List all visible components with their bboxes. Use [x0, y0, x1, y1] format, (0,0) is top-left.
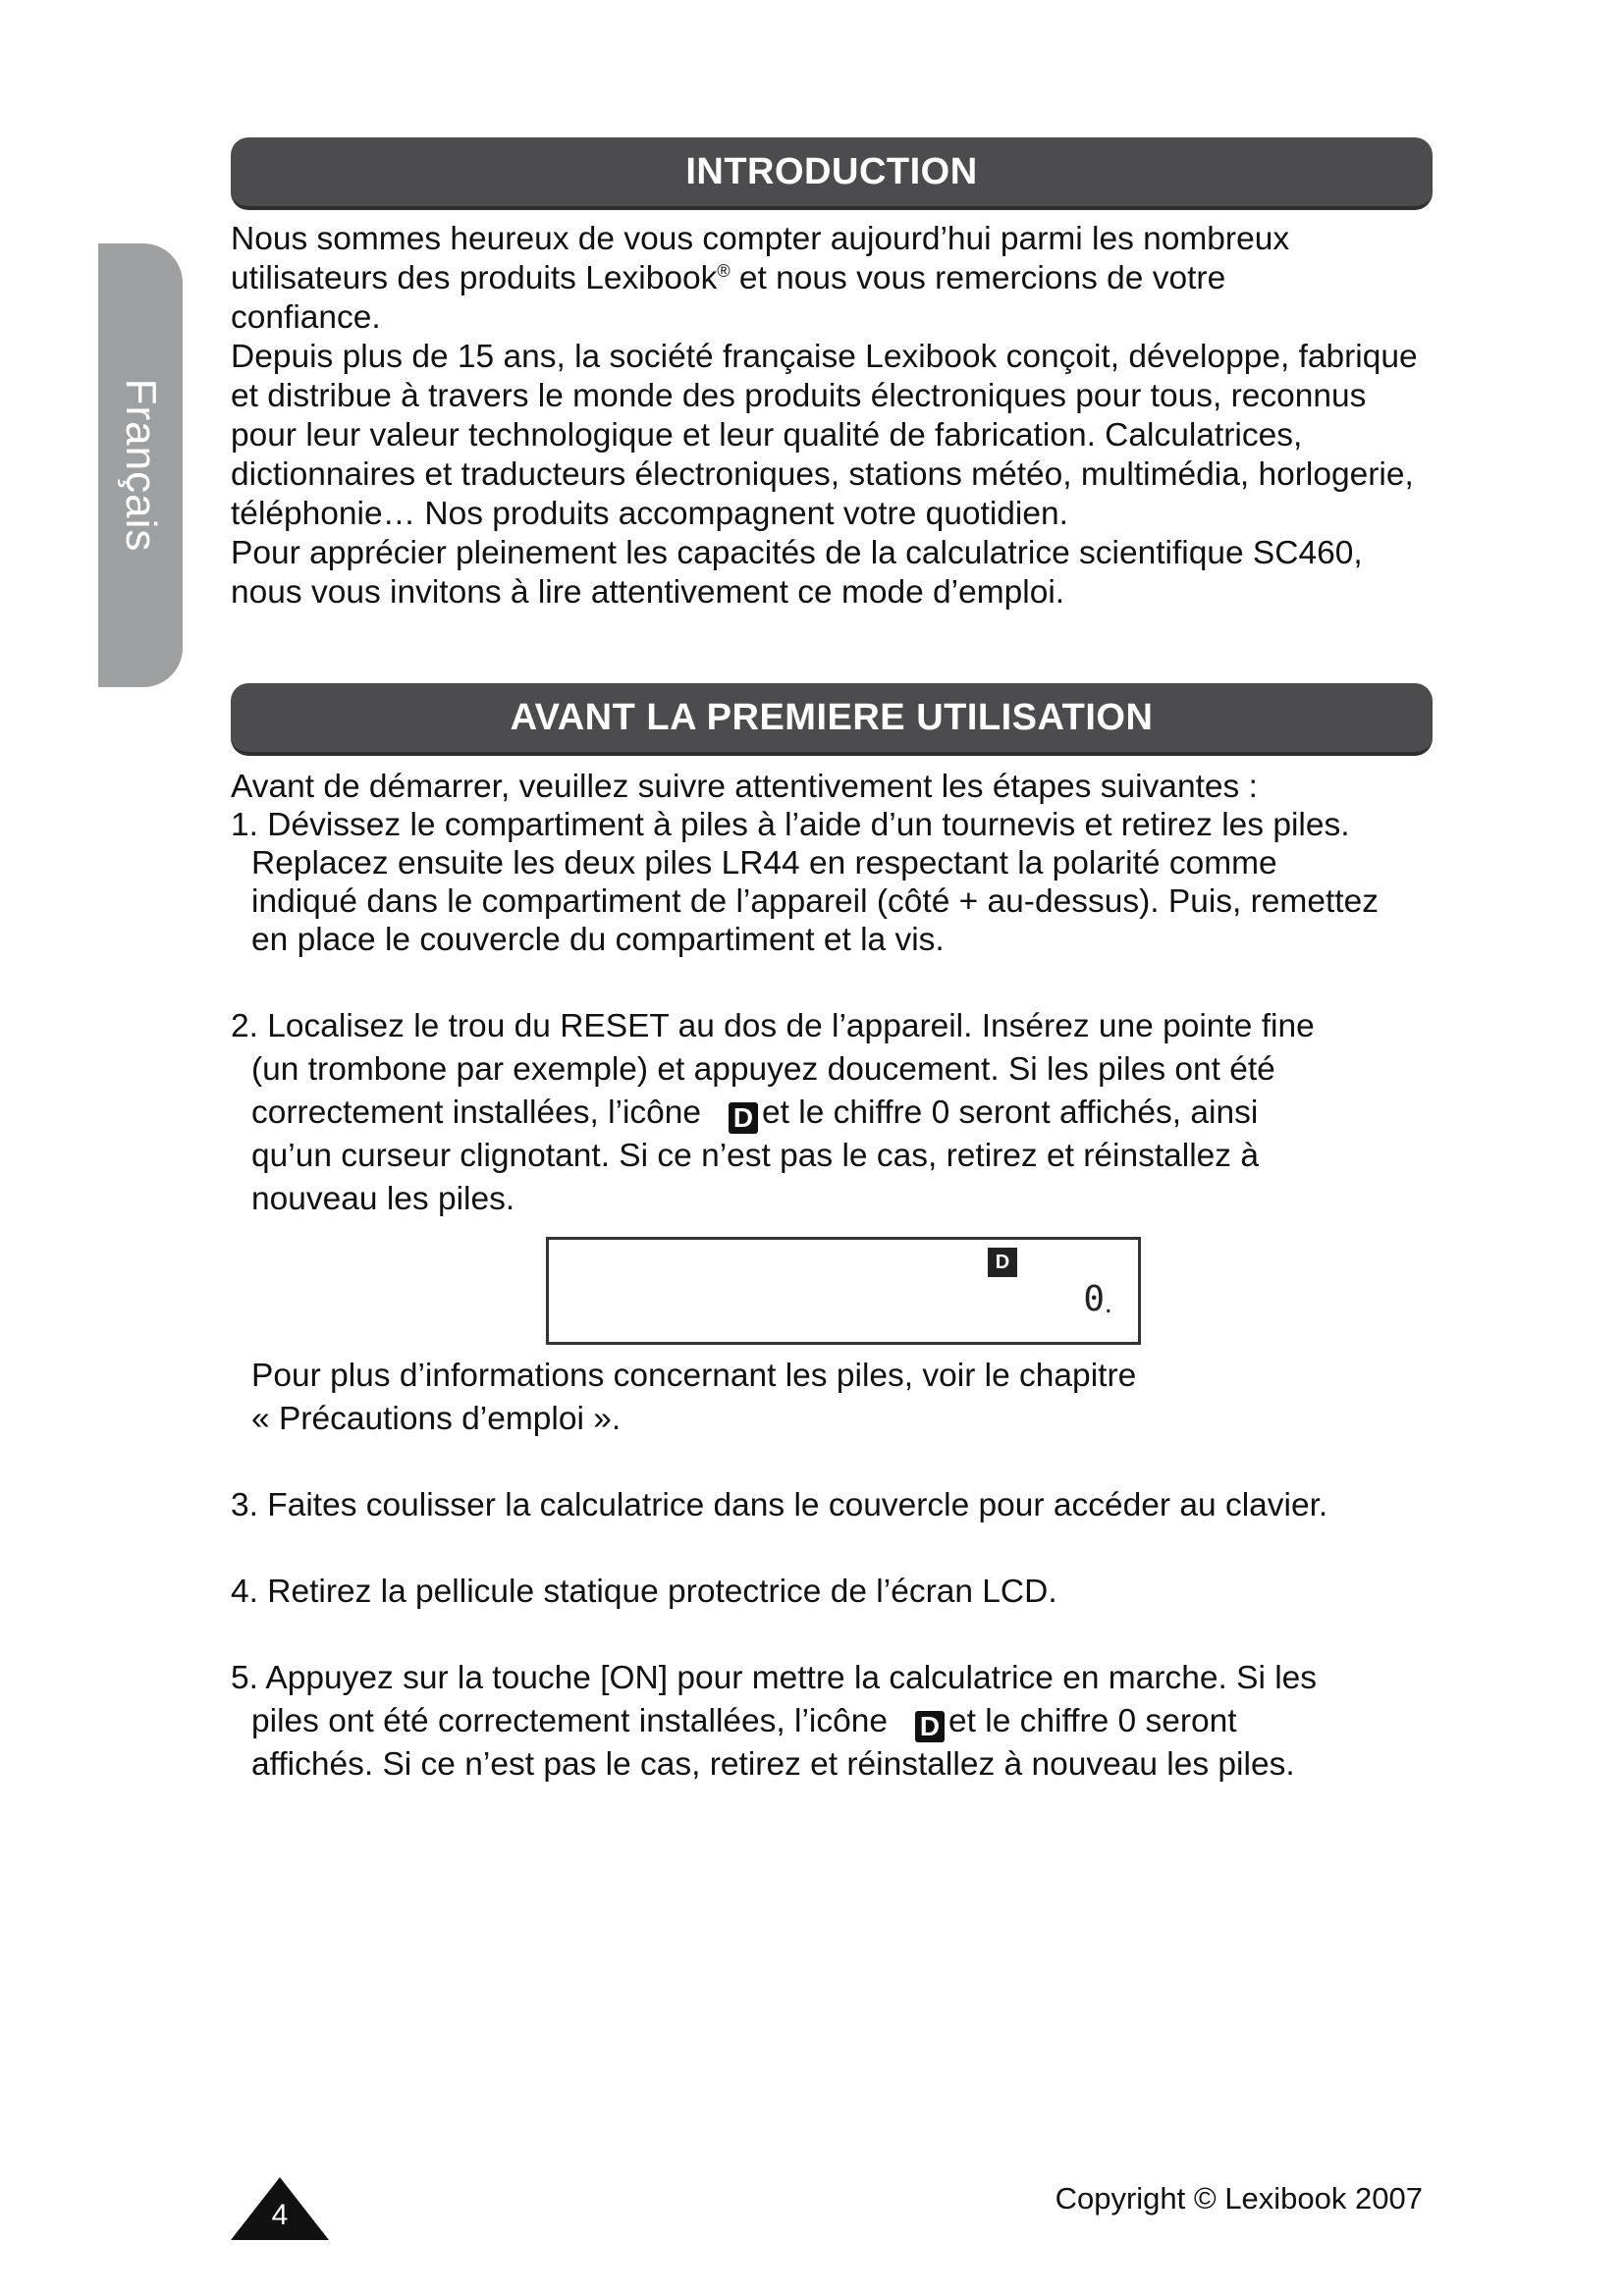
step-1-first-line: 1. Dévissez le compartiment à piles à l’aide d’un tournevis et retirez les piles. [231, 807, 1350, 843]
intro-line-2a: utilisateurs des produits Lexibook [231, 260, 718, 296]
lcd-decimal-point: . [1104, 1287, 1112, 1319]
degree-mode-icon: D [915, 1711, 945, 1742]
step-2-line-5: nouveau les piles. [251, 1181, 515, 1217]
step-4-text: 4. Retirez la pellicule statique protectrice de l’écran LCD. [231, 1574, 1057, 1610]
language-tab-label: Français [117, 378, 165, 553]
lcd-value: 0 [1083, 1279, 1105, 1319]
step-5-block [231, 1657, 1448, 1787]
steps-block-1 [231, 768, 1448, 959]
note-line-2: « Précautions d’emploi ». [251, 1401, 622, 1437]
intro-line-3: confiance. [231, 299, 381, 336]
intro-line-1: Nous sommes heureux de vous compter aujourd’hui parmi les nombreux [231, 221, 1290, 257]
copyright-notice: Copyright © Lexibook 2007 [1055, 2181, 1423, 2216]
intro-line-2b: et nous vous remercions de votre [730, 260, 1226, 296]
battery-note [231, 1355, 1448, 1441]
steps-intro-line: Avant de démarrer, veuillez suivre attentivement les étapes suivantes : [231, 769, 1258, 805]
introduction-text [231, 220, 1438, 613]
degree-mode-icon: D [729, 1102, 758, 1134]
intro-paragraph-2: Depuis plus de 15 ans, la société française Lexibook conçoit, développe, fabrique et distribue à travers le monde des produits électroniques pour tous, reconnus pour leur valeur technologique et leur qualité de fabrication. Calculatrices, dictionnaires et traducteurs électroniques, stations météo, multimédia, horlogerie, téléphonie… Nos produits accompagnent votre quotidien. [231, 339, 1418, 532]
language-side-tab [98, 243, 183, 687]
introduction-heading: INTRODUCTION [231, 137, 1433, 210]
step-5-first-line: 5. Appuyez sur la touche [ON] pour mettre la calculatrice en marche. Si les [231, 1660, 1318, 1696]
registered-mark: ® [717, 260, 731, 281]
step-3 [231, 1484, 1448, 1527]
step-2-line-3a: correctement installées, l’icône [251, 1095, 702, 1131]
note-line-1: Pour plus d’informations concernant les piles, voir le chapitre [251, 1358, 1137, 1394]
step-2-line-2: (un trombone par exemple) et appuyez doucement. Si les piles ont été [251, 1051, 1275, 1088]
step-5-line-2a: piles ont été correctement installées, l’icône [251, 1703, 888, 1739]
step-5-line-3: affichés. Si ce n’est pas le cas, retirez et réinstallez à nouveau les piles. [251, 1746, 1295, 1783]
page-number: 4 [271, 2199, 289, 2231]
lcd-display-illustration [546, 1237, 1141, 1345]
step-4 [231, 1571, 1448, 1614]
avant-premiere-utilisation-heading: AVANT LA PREMIERE UTILISATION [231, 683, 1433, 756]
step-2-first-line: 2. Localisez le trou du RESET au dos de l’appareil. Insérez une pointe fine [231, 1008, 1315, 1044]
step-2-line-4: qu’un curseur clignotant. Si ce n’est pas le cas, retirez et réinstallez à [251, 1138, 1259, 1174]
step-2-line-3b: et le chiffre 0 seront affichés, ainsi [762, 1095, 1259, 1131]
step-3-text: 3. Faites coulisser la calculatrice dans le couvercle pour accéder au clavier. [231, 1487, 1328, 1523]
intro-line-2 [231, 259, 1438, 298]
step-2-line-3 [231, 1092, 1448, 1135]
intro-paragraph-3: Pour apprécier pleinement les capacités de la calculatrice scientifique SC460, nous vous invitons à lire attentivement ce mode d’emploi. [231, 535, 1363, 611]
step-5-line-2b: et le chiffre 0 seront [948, 1703, 1237, 1739]
step-1-rest: Replacez ensuite les deux piles LR44 en respectant la polarité comme indiqué dans le compartiment de l’appareil (côté + au-dessus). Puis, remettez en place le couvercle du compartiment et la vis. [251, 845, 1379, 958]
step-5-line-2 [231, 1700, 1448, 1743]
lcd-degree-indicator-icon: D [988, 1248, 1017, 1277]
step-2-block [231, 1005, 1448, 1221]
